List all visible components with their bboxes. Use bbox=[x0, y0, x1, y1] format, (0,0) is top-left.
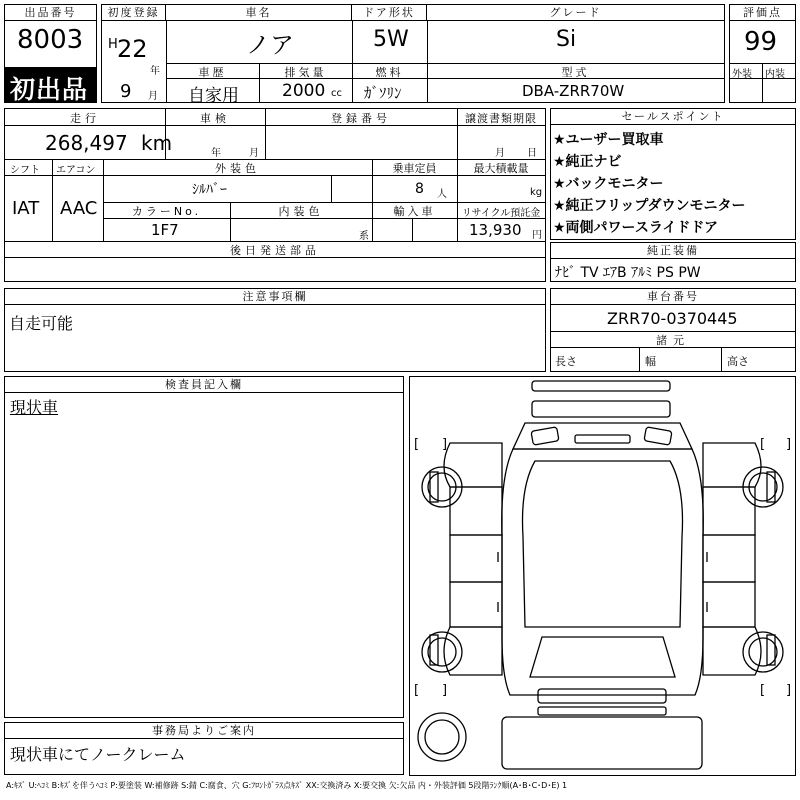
int-color-label: 内装色 bbox=[278, 205, 324, 218]
int-color-unit: 系 bbox=[359, 231, 369, 242]
bracket-left-top-close: ] bbox=[442, 437, 448, 452]
interior-label: 内装 bbox=[765, 69, 785, 80]
sales-point-5: ★両側パワースライドドア bbox=[553, 220, 719, 236]
recycle-label: リサイクル預託金 bbox=[461, 208, 541, 219]
exterior-label: 外装 bbox=[732, 69, 752, 80]
displacement: 2000 bbox=[282, 81, 326, 101]
deadline-day-unit: 日 bbox=[527, 148, 537, 159]
shift: IAT bbox=[12, 198, 40, 219]
chassis-label: 車台番号 bbox=[551, 289, 795, 305]
ext-color-label: 外装色 bbox=[215, 162, 260, 175]
deadline-month-unit: 月 bbox=[495, 148, 505, 159]
lot-number: 8003 bbox=[17, 25, 84, 55]
bracket-right-bottom-close: ] bbox=[786, 683, 792, 698]
bracket-right-top-close: ] bbox=[786, 437, 792, 452]
car-damage-diagram bbox=[409, 376, 796, 776]
mileage: 268,497 bbox=[45, 131, 128, 155]
fuel-label: 燃料 bbox=[375, 66, 404, 79]
sales-points-block bbox=[550, 108, 796, 240]
lot-number-label: 出品番号 bbox=[5, 5, 96, 21]
specs-label: 諸元 bbox=[656, 334, 690, 347]
length-label: 長さ bbox=[555, 355, 577, 368]
bracket-left-bottom: [ bbox=[414, 683, 420, 698]
displacement-label: 排気量 bbox=[284, 66, 327, 79]
inspector-label: 検査員記入欄 bbox=[5, 377, 403, 393]
chassis-number: ZRR70-0370445 bbox=[607, 309, 738, 328]
door-type: 5W bbox=[373, 27, 409, 52]
ac-label: エアコン bbox=[56, 165, 96, 176]
sales-point-1: ★ユーザー買取車 bbox=[553, 132, 664, 148]
model-code: DBA-ZRR70W bbox=[522, 82, 625, 100]
history: 自家用 bbox=[188, 86, 239, 106]
bracket-right-top: [ bbox=[760, 437, 766, 452]
load-label: 最大積載量 bbox=[473, 162, 529, 175]
color-no-label: カラーNo. bbox=[131, 205, 202, 218]
office-value: 現状車にてノークレーム bbox=[10, 745, 186, 764]
grade-label: グレード bbox=[427, 5, 724, 21]
lot-number-block bbox=[4, 4, 97, 103]
month-unit: 月 bbox=[148, 91, 158, 102]
reg-year: 22 bbox=[117, 35, 148, 63]
chassis-block bbox=[550, 288, 796, 372]
vehicle-details-block bbox=[4, 108, 546, 282]
notes-label: 注意事項欄 bbox=[5, 289, 545, 305]
recycle-fee: 13,930 bbox=[469, 221, 522, 239]
door-label: ドア形状 bbox=[352, 5, 427, 21]
reg-month: 9 bbox=[120, 81, 132, 102]
ext-color: ｼﾙﾊﾞｰ bbox=[192, 182, 227, 198]
sales-point-4: ★純正フリップダウンモニター bbox=[553, 198, 746, 214]
air-conditioner: AAC bbox=[60, 198, 98, 219]
inspection-month-unit: 月 bbox=[249, 148, 259, 159]
first-reg-label: 初度登録 bbox=[102, 5, 166, 21]
inspector-block bbox=[4, 376, 404, 718]
bracket-left-bottom-close: ] bbox=[442, 683, 448, 698]
import-label: 輸入車 bbox=[393, 205, 436, 218]
model-label: 型式 bbox=[561, 66, 590, 79]
notes-block bbox=[4, 288, 546, 372]
height-label: 高さ bbox=[727, 355, 749, 368]
car-outline bbox=[410, 377, 795, 775]
score-block bbox=[729, 4, 796, 103]
mileage-unit: km bbox=[141, 131, 173, 155]
vehicle-header-block bbox=[101, 4, 725, 106]
inspection-year-unit: 年 bbox=[211, 148, 221, 159]
capacity-unit: 人 bbox=[437, 189, 447, 200]
width-label: 幅 bbox=[645, 355, 656, 368]
grade: Si bbox=[556, 27, 577, 52]
inspection-label: 車検 bbox=[200, 112, 230, 125]
year-unit: 年 bbox=[150, 66, 160, 77]
color-number: 1F7 bbox=[151, 221, 179, 239]
office-block bbox=[4, 722, 404, 775]
sales-point-3: ★バックモニター bbox=[553, 176, 664, 192]
name-label: 車名 bbox=[166, 5, 352, 21]
office-label: 事務局よりご案内 bbox=[5, 723, 403, 739]
recycle-unit: 円 bbox=[532, 230, 542, 241]
notes-value: 自走可能 bbox=[9, 314, 74, 333]
era: H bbox=[108, 37, 118, 52]
mileage-label: 走行 bbox=[70, 112, 100, 125]
score-label: 評価点 bbox=[730, 5, 795, 21]
fuel: ｶﾞｿﾘﾝ bbox=[364, 84, 402, 102]
capacity-label: 乗車定員 bbox=[392, 162, 437, 175]
equipment-block bbox=[550, 242, 796, 282]
inspector-value: 現状車 bbox=[10, 398, 59, 417]
displacement-unit: cc bbox=[331, 88, 342, 99]
later-parts-label: 後日発送部品 bbox=[230, 244, 320, 257]
equipment-value: ﾅﾋﾞ TV ｴｱB ｱﾙﾐ PS PW bbox=[555, 265, 701, 281]
first-listing-badge bbox=[5, 67, 96, 102]
capacity: 8 bbox=[415, 181, 424, 197]
first-listing-text: 初出品 bbox=[10, 75, 89, 104]
bracket-left-top: [ bbox=[414, 437, 420, 452]
score: 99 bbox=[744, 27, 778, 57]
load-unit: kg bbox=[530, 187, 543, 198]
reg-number-label: 登録番号 bbox=[331, 112, 391, 125]
sales-points-label: セールスポイント bbox=[551, 109, 795, 125]
car-name: ノア bbox=[246, 31, 294, 59]
sales-point-2: ★純正ナビ bbox=[553, 154, 622, 170]
deadline-label: 譲渡書類期限 bbox=[465, 112, 537, 125]
shift-label: シフト bbox=[10, 165, 40, 176]
bracket-right-bottom: [ bbox=[760, 683, 766, 698]
history-label: 車歴 bbox=[198, 66, 227, 79]
damage-legend: A:ｷｽﾞ U:ﾍｺﾐ B:ｷｽﾞを伴うﾍｺﾐ P:要塗装 W:補修跡 S:錆 C:腐食、穴 G:ﾌﾛﾝﾄｶﾞﾗｽ点ｷｽﾞ XX:交換済み X:要交換 欠:欠品 内・外装評価 5段階ﾗﾝｸ順(A･B･C･D･E) 1 bbox=[6, 781, 568, 790]
equipment-label: 純正装備 bbox=[551, 243, 795, 259]
